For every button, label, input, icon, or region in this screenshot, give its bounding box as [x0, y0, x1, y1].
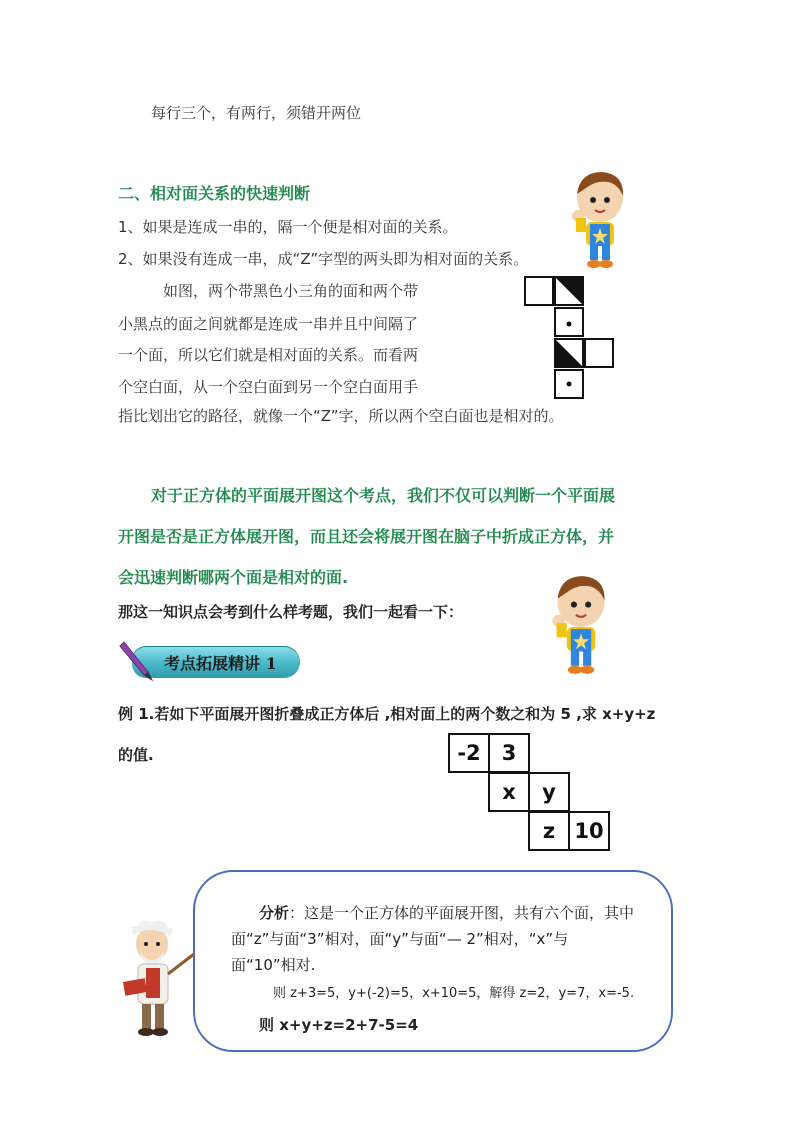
- net-cell: 3: [488, 733, 530, 773]
- example-line-2: 的值.: [118, 746, 154, 764]
- top-line: 每行三个，有两行，须错开两位: [151, 104, 362, 122]
- net-face-triangle: [554, 276, 584, 306]
- boy-illustration: [548, 572, 610, 678]
- analysis-line-2: 面“z”与面“3”相对，面“y”与面“— 2”相对，“x”与: [231, 930, 569, 948]
- net-cell: x: [488, 772, 530, 812]
- net-face-dot: [554, 369, 584, 399]
- professor-illustration: [118, 918, 198, 1038]
- banner-text: 考点拓展精讲 1: [164, 654, 277, 673]
- net-cell: y: [528, 772, 570, 812]
- rule-1: 1、如果是连成一串的，隔一个便是相对面的关系。: [118, 218, 458, 236]
- example-line-1: 例 1.若如下平面展开图折叠成正方体后 ,相对面上的两个数之和为 5 ,求 x+y+z: [118, 705, 656, 723]
- rule-2: 2、如果没有连成一串，成“Z”字型的两头即为相对面的关系。: [118, 250, 529, 268]
- summary-line-3: 会迅速判断哪两个面是相对的面.: [118, 568, 349, 587]
- section-heading: 二、相对面关系的快速判断: [118, 184, 311, 203]
- para-line-4: 个空白面，从一个空白面到另一个空白面用手: [118, 378, 419, 396]
- net-face-blank: [524, 276, 554, 306]
- analysis-line-1-text: ：这是一个正方体的平面展开图，共有六个面，其中: [289, 904, 635, 922]
- net-cell: 10: [568, 811, 610, 851]
- summary-line-2: 开图是否是正方体展开图，而且还会将展开图在脑子中折成正方体，并: [118, 527, 615, 546]
- boy-illustration: [568, 168, 628, 272]
- para-line-3: 一个面，所以它们就是相对面的关系。而看两: [118, 346, 419, 364]
- intro-question: 那这一知识点会考到什么样考题，我们一起看一下：: [118, 603, 464, 621]
- analysis-line-4: 则 z+3=5，y+(-2)=5，x+10=5，解得 z=2，y=7，x=-5.: [273, 986, 635, 1001]
- para-line-2: 小黑点的面之间就都是连成一串并且中间隔了: [118, 315, 419, 333]
- cube-net-diagram: [520, 276, 620, 400]
- net-face-blank: [584, 338, 614, 368]
- net-cell: -2: [448, 733, 490, 773]
- analysis-line-1: [259, 902, 634, 923]
- para-line-1: 如图，两个带黑色小三角的面和两个带: [163, 282, 419, 300]
- para-line-5: 指比划出它的路径，就像一个“Z”字，所以两个空白面也是相对的。: [118, 407, 564, 425]
- section-banner: [118, 638, 300, 682]
- net-cell: z: [528, 811, 570, 851]
- analysis-label: 分析: [259, 904, 290, 922]
- net-face-dot: [554, 307, 584, 337]
- analysis-line-5: 则 x+y+z=2+7-5=4: [259, 1016, 419, 1034]
- analysis-bubble: [193, 870, 673, 1052]
- net-face-triangle: [554, 338, 584, 368]
- number-cube-net: [448, 733, 618, 857]
- summary-line-1: 对于正方体的平面展开图这个考点，我们不仅可以判断一个平面展: [151, 486, 616, 505]
- analysis-line-3: 面“10”相对.: [231, 956, 316, 974]
- pen-icon: [118, 638, 158, 682]
